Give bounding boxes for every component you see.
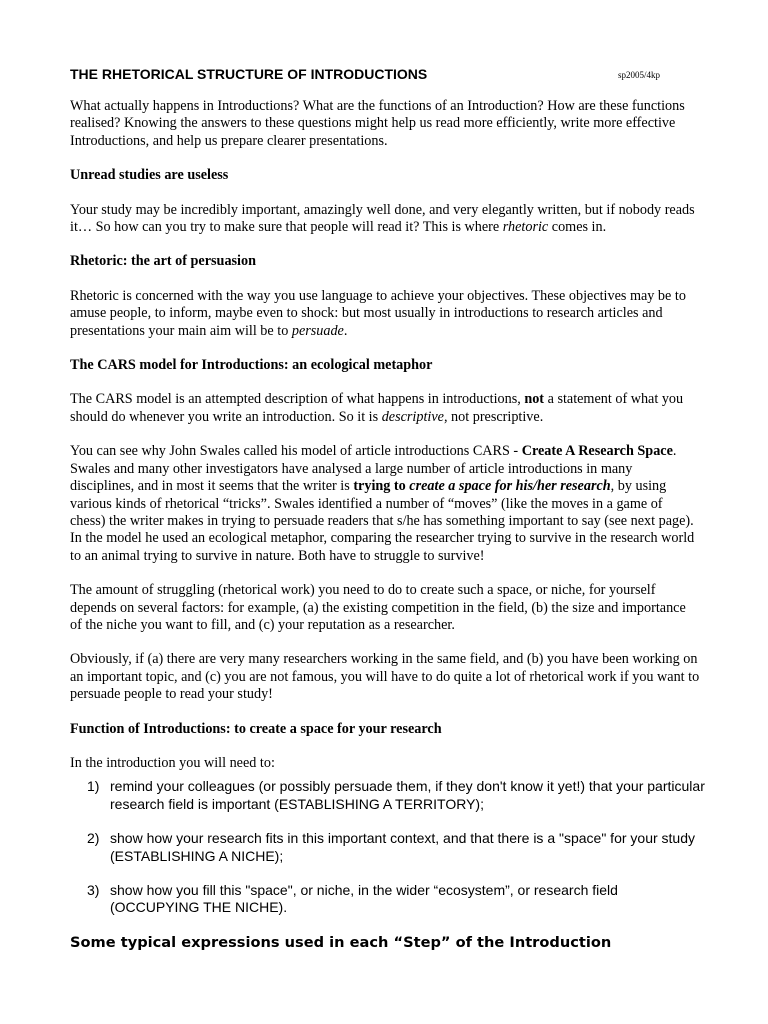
list-item	[70, 882, 710, 917]
rhetoric-paragraph: Rhetoric is concerned with the way you use language to achieve your objectives. These objectives may be to amuse people, to inform, maybe even to shock: but most usually in introductions to research articles and presentations your main aim will be to persuade.	[70, 287, 686, 339]
cars-paragraph-3: The amount of struggling (rhetorical work) you need to do to create such a space, or niche, for yourself depends on several factors: for example, (a) the existing competition in the field, (b) the size and importance of the niche you want to fill, and (c) your reputation as a researcher.	[70, 582, 686, 633]
list-item-number: 3)	[87, 882, 100, 898]
list-item	[70, 778, 710, 813]
function-list	[70, 778, 705, 916]
section-heading-cars: The CARS model for Introductions: an ecological metaphor	[70, 357, 433, 374]
intro-paragraph: What actually happens in Introductions? What are the functions of an Introduction? How are these functions realised? Knowing the answers to these questions might help us read more efficiently, write more effective Introductions, and help us prepare clearer presentations.	[70, 98, 685, 149]
section-heading-rhetoric: Rhetoric: the art of persuasion	[70, 253, 256, 270]
cars-paragraph-2: You can see why John Swales called his model of article introductions CARS - Create A Research Space. Swales and many other investigators have analysed a large number of article introductions in many disciplines, and in most it seems that the writer is trying to create a space for his/her research, by using various kinds of rhetorical “tricks”. Swales identified a number of “moves” (like the moves in a game of chess) the writer makes in trying to persuade readers that s/he has something important to say (see next page). In the model he used an ecological metaphor, comparing the researcher trying to survive in the research world to an animal trying to survive in nature. Both have to struggle to survive!	[70, 443, 695, 564]
section-heading-unread: Unread studies are useless	[70, 167, 229, 184]
title-row	[70, 60, 700, 84]
list-item-text: remind your colleagues (or possibly persuade them, if they don't know it yet!) that your particular research field is important (ESTABLISHING A TERRITORY);	[110, 778, 705, 812]
document-reference: sp2005/4kp	[617, 70, 660, 80]
function-lead: In the introduction you will need to:	[70, 754, 275, 771]
section-heading-function: Function of Introductions: to create a space for your research	[70, 720, 442, 737]
cars-paragraph-4: Obviously, if (a) there are very many researchers working in the same field, and (b) you have been working on an important topic, and (c) you are not famous, you will have to do quite a lot of rhetorical work if you want to persuade people to read your study!	[70, 651, 700, 703]
list-item	[70, 830, 710, 865]
final-heading: Some typical expressions used in each “Step” of the Introduction	[70, 933, 612, 951]
cars-paragraph-1: The CARS model is an attempted description of what happens in introductions, not a statement of what you should do whenever you write an introduction. So it is descriptive, not prescriptive.	[70, 391, 684, 425]
document-page	[70, 60, 705, 951]
list-item-text: show how your research fits in this important context, and that there is a "space" for your study (ESTABLISHING A NICHE);	[110, 830, 695, 864]
document-body	[70, 98, 700, 772]
document-title: THE RHETORICAL STRUCTURE OF INTRODUCTIONS	[70, 66, 428, 82]
list-item-number: 2)	[87, 830, 100, 847]
unread-paragraph: Your study may be incredibly important, amazingly well done, and very elegantly written, but if nobody reads it… So how can you try to make sure that people will read it? This is where rhetoric comes in.	[70, 201, 695, 236]
list-item-number: 1)	[87, 778, 100, 795]
list-item-text: show how you fill this "space", or niche, in the wider “ecosystem”, or research field (OCCUPYING THE NICHE).	[110, 882, 618, 916]
